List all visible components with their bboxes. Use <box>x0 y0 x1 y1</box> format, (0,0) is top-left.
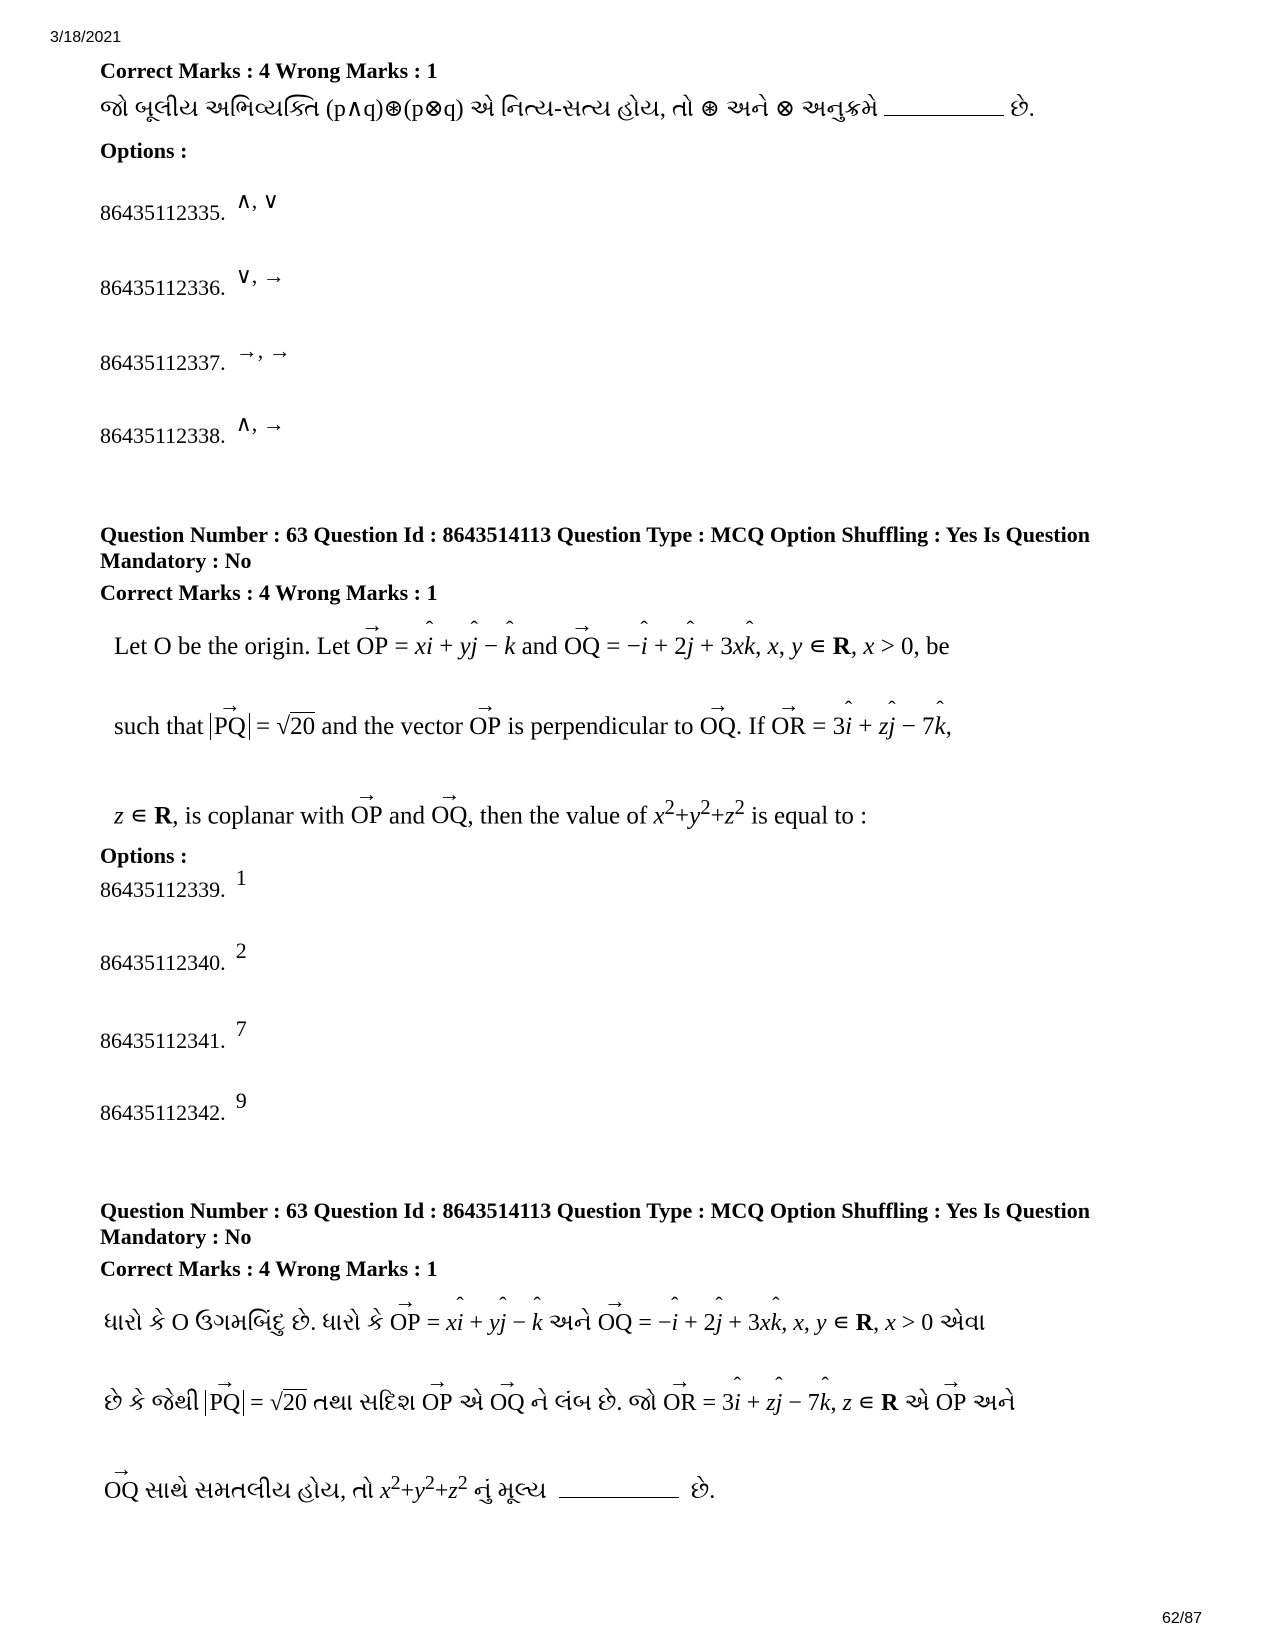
option-item: 86435112338. ∧, → <box>100 411 285 448</box>
question-62-text: જો બૂલીય અભિવ્યક્તિ (p∧q)⊛(p⊗q) એ નિત્ય-સત્ય હોય, તો ⊛ અને ⊗ અનુક્રમે છે. <box>100 96 1035 122</box>
print-date: 3/18/2021 <box>50 29 122 46</box>
marks-line: Correct Marks : 4 Wrong Marks : 1 <box>100 1256 438 1281</box>
option-item: 86435112340. 2 <box>100 938 247 975</box>
option-item: 86435112335. ∧, ∨ <box>100 188 279 225</box>
option-item: 86435112341. 7 <box>100 1016 247 1053</box>
question-63-gu-block <box>100 1198 1200 1506</box>
question-63-en-block <box>100 522 1200 869</box>
page-number: 62/87 <box>1162 1610 1203 1627</box>
option-item: 86435112337. →, → <box>100 338 291 375</box>
marks-line: Correct Marks : 4 Wrong Marks : 1 <box>100 58 438 83</box>
options-label: Options : <box>100 138 188 163</box>
answer-blank <box>884 115 1004 116</box>
question-header: Question Number : 63 Question Id : 8643514113 Question Type : MCQ Option Shuffling : Yes Is Question Mandatory : No <box>100 1198 1090 1249</box>
marks-line: Correct Marks : 4 Wrong Marks : 1 <box>100 580 438 605</box>
options-label: Options : <box>100 843 188 869</box>
question-63-gu-text: ધારો કે O ઉગમબિંદુ છે. ધારો કે → OP = xˆ i + yˆ j − ˆ k અને → OQ = −ˆ i + 2ˆ j + 3xˆ k, x, y ∊ R, x > 0 એવા છે કે જેથી → PQ = √20 તથા સદિશ → OP એ → OQ ને લંબ છે. જો → OR = 3ˆ i + zˆ j − 7ˆ k, z ∊ R એ → OP અને → OQ સાથે સમતલીય હોય, તો $x^2+y^2+z^2$ નું મૂલ્ય છે. <box>100 1308 1200 1506</box>
option-item: 86435112339. 1 <box>100 865 247 902</box>
question-header: Question Number : 63 Question Id : 8643514113 Question Type : MCQ Option Shuffling : Yes Is Question Mandatory : No <box>100 522 1090 573</box>
option-item: 86435112336. ∨, → <box>100 263 285 300</box>
question-63-en-text: Let O be the origin. Let → OP = xˆ i + yˆ j − ˆ k and → OQ = −ˆ i + 2ˆ j + 3xˆ k, x, y ∊ R, x > 0, be such that → PQ = √20 and the vector → OP is perpendicular to → OQ. If → OR = 3ˆ i + zˆ j − 7ˆ k, z ∊ R, is coplanar with → OP and → OQ, then the value of $x^2+y^2+z^2$ is equal to : <box>100 632 1200 831</box>
option-item: 86435112342. 9 <box>100 1088 247 1125</box>
question-62-block <box>100 58 1200 164</box>
